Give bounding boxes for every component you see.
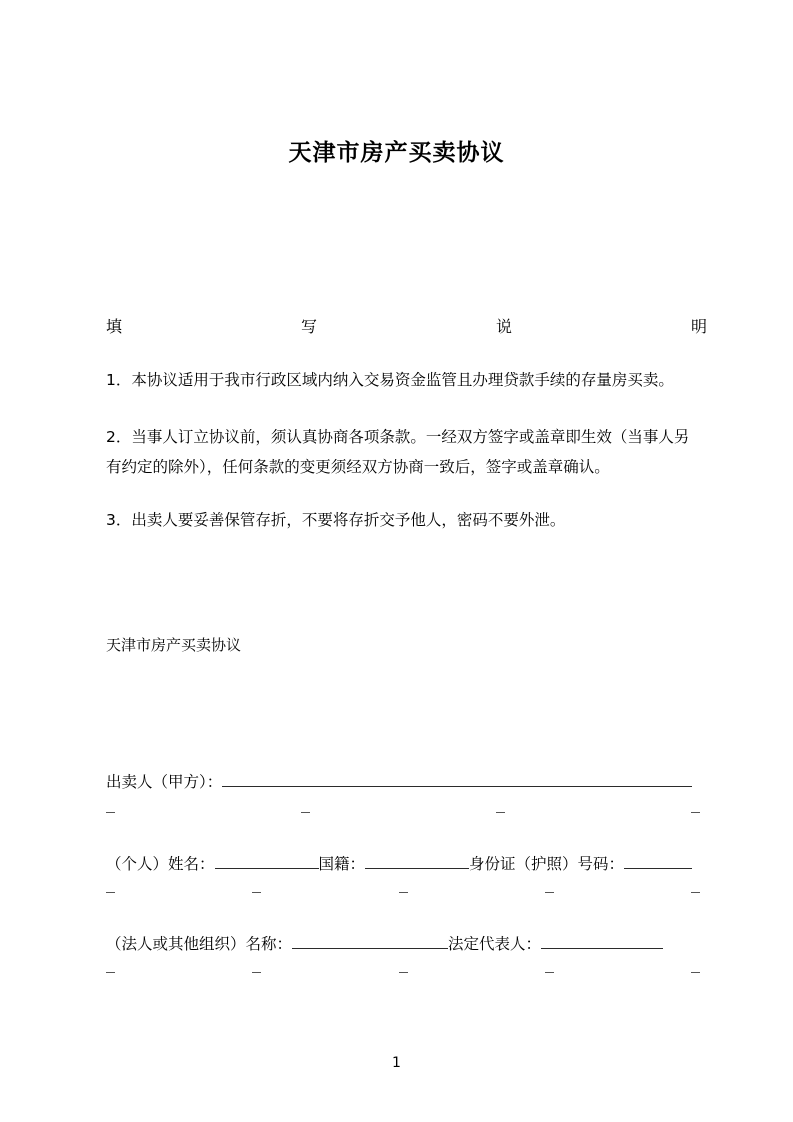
dash-mark [252, 892, 261, 893]
legal-representative-input[interactable] [541, 931, 663, 949]
id-number-label: 身份证（护照）号码： [469, 855, 625, 873]
instruction-item-2-line-2: 有约定的除外），任何条款的变更须经双方协商一致后，签字或盖章确认。 [106, 458, 610, 476]
heading-char-1: 填 [106, 317, 123, 336]
organization-name-input[interactable] [292, 931, 448, 949]
dash-row-a [106, 812, 700, 813]
dash-mark [691, 892, 700, 893]
nationality-input[interactable] [365, 851, 469, 869]
id-number-input[interactable] [624, 851, 692, 869]
dash-row-c [106, 972, 700, 973]
dash-mark [399, 972, 408, 973]
instruction-item-3: 3．出卖人要妥善保管存折，不要将存折交予他人，密码不要外泄。 [106, 511, 566, 529]
agreement-sub-title: 天津市房产买卖协议 [106, 636, 242, 654]
dash-mark [399, 892, 408, 893]
individual-name-input[interactable] [215, 851, 319, 869]
heading-char-3: 说 [495, 317, 512, 336]
seller-label: 出卖人（甲方）： [106, 773, 223, 791]
instruction-item-2-line-1: 2．当事人订立协议前，须认真协商各项条款。一经双方签字或盖章即生效（当事人另 [106, 428, 690, 446]
dash-mark [691, 972, 700, 973]
nationality-label: 国籍： [318, 855, 366, 873]
dash-mark [106, 812, 115, 813]
dash-mark [106, 892, 115, 893]
heading-char-4: 明 [690, 317, 707, 336]
heading-char-2: 写 [300, 317, 317, 336]
organization-row [106, 930, 663, 958]
dash-row-b [106, 892, 700, 893]
organization-name-label: （法人或其他组织）名称： [106, 935, 293, 953]
dash-mark [252, 972, 261, 973]
dash-mark [106, 972, 115, 973]
dash-mark [496, 812, 505, 813]
legal-representative-label: 法定代表人： [448, 935, 542, 953]
seller-input[interactable] [222, 769, 692, 787]
page-number: 1 [392, 1055, 401, 1071]
page-title: 天津市房产买卖协议 [288, 140, 505, 166]
dash-mark [301, 812, 310, 813]
instructions-heading [106, 313, 707, 341]
dash-mark [691, 812, 700, 813]
instruction-item-1: 1．本协议适用于我市行政区域内纳入交易资金监管且办理贷款手续的存量房买卖。 [106, 371, 674, 389]
individual-row [106, 850, 692, 878]
dash-mark [545, 892, 554, 893]
individual-name-label: （个人）姓名： [106, 855, 215, 873]
dash-mark [545, 972, 554, 973]
seller-row [106, 768, 692, 796]
